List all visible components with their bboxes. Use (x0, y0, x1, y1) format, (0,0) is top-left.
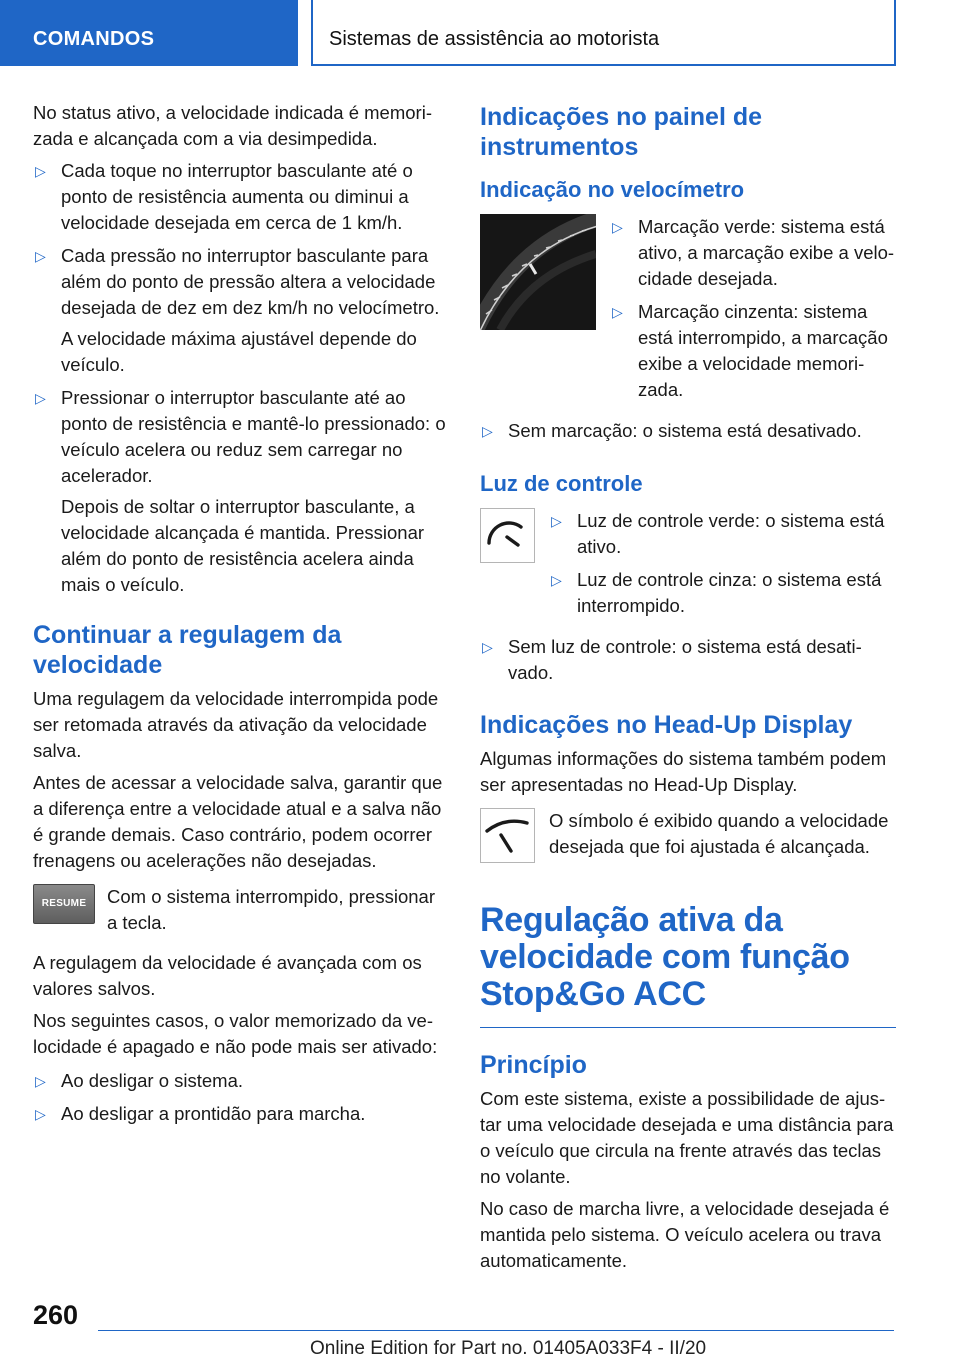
list-item: ▷ Luz de controle cinza: o sistema está interrompido. (551, 569, 882, 616)
paragraph: Antes de acessar a velocidade salva, garantir que a diferença entre a velocidade atual e a salva não é grande demais. Caso contrário, podem ocorrer frenagens ou acelerações não desejadas. (33, 772, 443, 871)
right-column (480, 100, 896, 1280)
bullet-list (610, 214, 896, 403)
list-item: ▷ Cada pressão no interruptor basculante para além do ponto de pressão altera a velocidade desejada de dez em dez km/h no velocímetro. A velocidade máxima ajustável depende do veículo. (33, 243, 447, 378)
resume-figure-row (33, 884, 447, 942)
list-subparagraph: Depois de soltar o interruptor basculante, a velocidade alcançada é mantida. Pressionar além do ponto de resistência acelera ainda mais o veículo. (61, 496, 425, 595)
left-column (33, 100, 447, 1134)
section-heading: Continuar a regulagem da velocidade (33, 621, 342, 679)
bullet-triangle-icon: ▷ (612, 219, 623, 235)
control-light-figure-row (480, 508, 896, 626)
heading-divider (480, 1027, 896, 1028)
list-item: ▷ Ao desligar o sistema. (33, 1068, 447, 1094)
paragraph: Algumas informações do sistema também podem ser apresentadas no Head-Up Display. (480, 748, 887, 795)
paragraph: Com o sistema interrompido, pressionar a tecla. (107, 886, 435, 933)
paragraph: Com este sistema, existe a possibilidade de ajustar uma velocidade desejada e uma distância para o veículo que circula na frente através das teclas no volante. (480, 1088, 894, 1187)
speedometer-figure-row (480, 214, 896, 410)
bullet-list (33, 1068, 447, 1127)
bullet-triangle-icon: ▷ (551, 572, 562, 588)
resume-button-icon: RESUME (33, 884, 95, 924)
list-item: ▷ Luz de controle verde: o sistema está ativo. (551, 510, 885, 557)
section-heading: Indicações no painel de instrumentos (480, 103, 763, 161)
list-subparagraph: A velocidade máxima ajustável depende do veículo. (61, 328, 417, 375)
bullet-triangle-icon: ▷ (482, 423, 493, 439)
bullet-triangle-icon: ▷ (551, 513, 562, 529)
paragraph: O símbolo é exibido quando a velocidade desejada que foi ajustada é alcançada. (549, 810, 889, 857)
subsection-heading: Luz de controle (480, 471, 643, 496)
hud-figure-row (480, 808, 896, 866)
chapter-heading: Regulação ativa da velocidade com função Stop&Go ACC (480, 901, 850, 1013)
chapter-title: Sistemas de assistência ao motorista (311, 0, 896, 66)
bullet-triangle-icon: ▷ (612, 304, 623, 320)
page-number: 260 (33, 1300, 79, 1330)
list-item: ▷ Ao desligar a prontidão para marcha. (33, 1101, 447, 1127)
bullet-list (480, 418, 896, 444)
paragraph: Nos seguintes casos, o valor memorizado da velocidade é apagado e não pode mais ser ativado: (33, 1010, 438, 1057)
bullet-triangle-icon: ▷ (35, 1073, 46, 1089)
speedometer-image (480, 214, 596, 330)
bullet-triangle-icon: ▷ (35, 248, 46, 264)
section-tab: COMANDOS (0, 0, 298, 66)
paragraph: No caso de marcha livre, a velocidade desejada é mantida pelo sistema. O veículo acelera ou trava automaticamente. (480, 1198, 890, 1271)
list-item: ▷ Sem luz de controle: o sistema está desativado. (482, 636, 862, 683)
bullet-list (480, 634, 896, 686)
subsection-heading: Indicação no velocímetro (480, 177, 745, 202)
section-heading: Indicações no Head-Up Display (480, 711, 853, 739)
bullet-triangle-icon: ▷ (482, 639, 493, 655)
hud-speed-reached-icon (480, 808, 535, 863)
list-item: ▷ Sem marcação: o sistema está desativado. (480, 418, 896, 444)
list-item: ▷ Cada toque no interruptor basculante até o ponto de resistência aumenta ou diminui a velocidade desejada em cerca de 1 km/h. (35, 160, 413, 233)
paragraph: Uma regulagem da velocidade interrompida pode ser retomada através da ativação da velocidade salva. (33, 688, 439, 761)
cruise-control-light-icon (480, 508, 535, 563)
section-heading: Princípio (480, 1051, 587, 1079)
footer-divider (98, 1330, 894, 1331)
bullet-triangle-icon: ▷ (35, 1106, 46, 1122)
paragraph: No status ativo, a velocidade indicada é memorizada e alcançada com a via desimpedida. (33, 102, 432, 149)
list-item: ▷ Marcação verde: sistema está ativo, a marcação exibe a velocidade desejada. (612, 216, 895, 289)
list-item: ▷ Marcação cinzenta: sistema está interrompido, a marcação exibe a velocidade memorizada. (612, 301, 888, 400)
bullet-triangle-icon: ▷ (35, 163, 46, 179)
paragraph: A regulagem da velocidade é avançada com os valores salvos. (33, 952, 422, 999)
bullet-triangle-icon: ▷ (35, 390, 46, 406)
list-item: ▷ Pressionar o interruptor basculante até ao ponto de resistência e mantê-lo pressionado: o veículo acelera ou reduz sem carregar no acelerador. Depois de soltar o interruptor basculante, a velocidade alcançada é mantida. Pressionar além do ponto de resistência acelera ainda mais o veículo. (33, 385, 447, 598)
bullet-list (549, 508, 896, 619)
bullet-list (33, 158, 447, 598)
edition-note: Online Edition for Part no. 01405A033F4 - II/20 (310, 1338, 707, 1359)
